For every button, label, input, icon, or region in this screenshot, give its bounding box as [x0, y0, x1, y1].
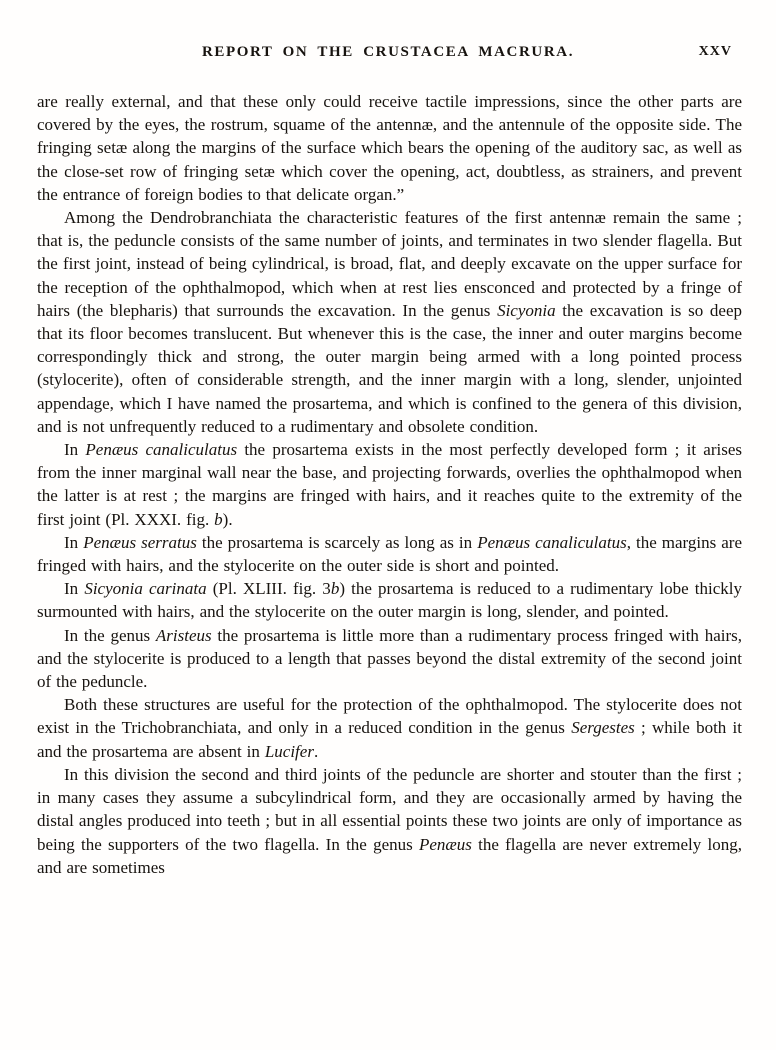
text-segment: the prosartema is little more than a rudimentary process fringed with hairs, and the stylocerite is produced to a length that passes beyond the distal extremity of the second joint of the peduncle. — [37, 625, 742, 692]
paragraph — [37, 624, 742, 694]
paragraph — [37, 577, 742, 623]
text-segment: , the margins are fringed with hairs, and the stylocerite on the outer side is short and pointed. — [37, 532, 743, 576]
text-segment: the prosartema exists in the most perfectly developed form ; it arises from the inner marginal wall near the base, and projecting forwards, overlies the ophthalmopod when the latter is at rest ; the margins are fringed with hairs, and it reaches quite to the extremity of the first joint (Pl. XXXI. fig. — [37, 440, 743, 529]
paragraph — [37, 693, 742, 763]
paragraph — [37, 763, 742, 879]
species-name: Lucifer — [264, 741, 314, 761]
page-body — [37, 90, 742, 879]
text-segment: In the genus — [64, 625, 156, 645]
species-name: b — [330, 579, 340, 599]
text-segment: ) the prosartema is reduced to a rudimentary lobe thickly surmounted with hairs, and the stylocerite on the outer margin is long, slender, and pointed. — [37, 579, 743, 622]
text-segment: (Pl. XLIII. fig. 3 — [206, 579, 331, 599]
species-name: Penæus canaliculatus — [477, 532, 627, 552]
species-name: Sergestes — [571, 718, 635, 738]
text-segment: In — [64, 579, 85, 599]
page-number: XXV — [698, 44, 732, 59]
paragraph — [37, 531, 742, 577]
page-header — [0, 0, 776, 64]
text-segment: In this division the second and third joints of the peduncle are shorter and stouter than the first ; in many cases they assume a subcylindrical form, and they are occasionally armed by having the distal angles produced into teeth ; but in all essential points these two joints are only of importance as being the supporters of the two flagella. In the genus — [37, 764, 742, 854]
paragraph — [37, 438, 742, 531]
species-name: Penæus canaliculatus — [85, 440, 238, 460]
running-title: REPORT ON THE CRUSTACEA MACRURA. — [201, 44, 575, 60]
text-segment: the prosartema is scarcely as long as in — [196, 532, 478, 552]
text-segment: the excavation is so deep that its floor becomes translucent. But whenever this is the case, the inner and outer margins become correspondingly thick and strong, the outer margin being armed with a long pointed process (stylocerite), often of considerable strength, and the inner margin with a long, slender, unjointed appendage, which I have named the prosartema, and which is confined to the genera of this division, and is not unfrequently reduced to a rudimentary and obsolete condition. — [37, 300, 742, 436]
paragraph — [37, 206, 742, 438]
species-name: Penæus — [418, 834, 472, 854]
species-name: Sicyonia carinata — [84, 579, 207, 599]
text-segment: In — [64, 440, 86, 460]
text-segment: . — [313, 741, 319, 761]
species-name: Penæus serratus — [83, 532, 197, 552]
text-segment: ; while both it and the prosartema are absent in — [37, 718, 743, 761]
paragraph — [37, 90, 742, 206]
text-segment: are really external, and that these only could receive tactile impressions, since the other parts are covered by the eyes, the rostrum, squame of the antennæ, and the antennule of the opposite side. The fringing setæ along the margins of the surface which bears the opening of the auditory sac, as well as the close-set row of fringing setæ which cover the opening, act, doubtless, as strainers, and prevent the entrance of foreign bodies to that delicate organ.” — [37, 92, 742, 204]
text-segment: In — [64, 532, 84, 552]
text-segment: ). — [222, 509, 233, 529]
text-segment: Among the Dendrobranchiata the characteristic features of the first antennæ remain the same ; that is, the peduncle consists of the same number of joints, and terminates in two slender flagella. But the first joint, instead of being cylindrical, is broad, flat, and deeply excavate on the upper surface for the reception of the ophthalmopod, which when at rest lies ensconced and protected by a fringe of hairs (the blepharis) that surrounds the excavation. In the genus — [37, 208, 742, 320]
species-name: Aristeus — [155, 625, 212, 645]
species-name: b — [214, 509, 223, 529]
text-segment: Both these structures are useful for the protection of the ophthalmopod. The stylocerite does not exist in the Trichobranchiata, and only in a reduced condition in the genus — [37, 695, 742, 738]
species-name: Sicyonia — [497, 300, 556, 320]
text-segment: the flagella are never extremely long, and are sometimes — [37, 834, 742, 877]
